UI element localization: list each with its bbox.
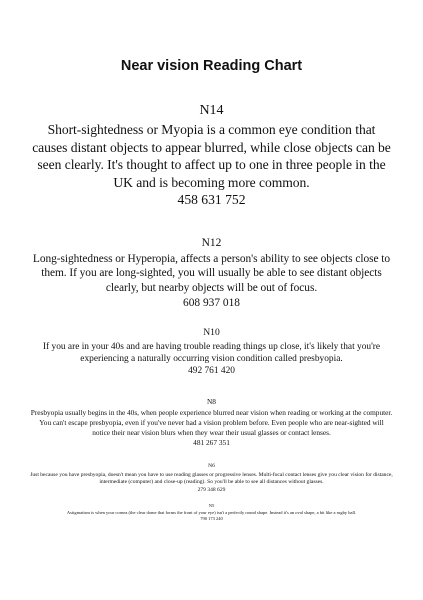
- section-n8: [30, 397, 393, 448]
- section-number: 458 631 752: [177, 192, 246, 208]
- section-label: N6: [208, 463, 215, 469]
- section-number: 279 348 629: [197, 486, 226, 493]
- section-label: N8: [206, 397, 217, 406]
- section-number: 790 173 240: [200, 516, 223, 522]
- section-text: If you are in your 40s and are having trouble reading things up close, it's likely that you're experiencing a naturally occurring vision condition called presbyopia.: [42, 341, 381, 364]
- section-text: Presbyopia usually begins in the 40s, when people experience blurred near vision when reading or working at the computer. You can't escape presbyopia, even if you've never had a vision problem before. Even people who are near-sighted will notice their near vision blurs when they wear their usual glasses or contact lenses.: [30, 408, 393, 438]
- section-text: Astigmatism is when your cornea (the clear dome that forms the front of your eye) isn't a perfectly round shape. Instead it's an oval shape, a bit like a rugby ball.: [66, 510, 357, 516]
- section-label: N14: [199, 103, 224, 118]
- section-number: 481 267 351: [193, 438, 230, 448]
- section-n6: [30, 463, 393, 494]
- section-text: Long-sightedness or Hyperopia, affects a person's ability to see objects close to them. If you are long-sighted, you will usually be able to see distant objects clearly, but nearby objects will be out of focus.: [32, 252, 391, 295]
- section-label: N12: [201, 237, 222, 249]
- section-text: Short-sightedness or Myopia is a common eye condition that causes distant objects to appear blurred, while close objects can be seen clearly. It's thought to affect up to one in three people in the UK and is becoming more common.: [32, 122, 391, 190]
- section-label: N10: [203, 327, 220, 338]
- section-number: 492 761 420: [188, 366, 235, 377]
- page-title: Near vision Reading Chart: [120, 58, 303, 74]
- section-n12: [30, 236, 393, 311]
- section-n5: [30, 503, 393, 523]
- section-number: 608 937 018: [183, 296, 240, 309]
- section-text: Just because you have presbyopia, doesn't mean you have to use reading glasses or progressive lenses. Multi-focal contact lenses give you clear vision for distance, intermediate (computer) and close-up (reading). So you'll be able to see all distances without glasses.: [30, 471, 393, 486]
- section-n14: [30, 102, 393, 209]
- section-label: N5: [208, 503, 215, 508]
- section-n10: [30, 327, 393, 378]
